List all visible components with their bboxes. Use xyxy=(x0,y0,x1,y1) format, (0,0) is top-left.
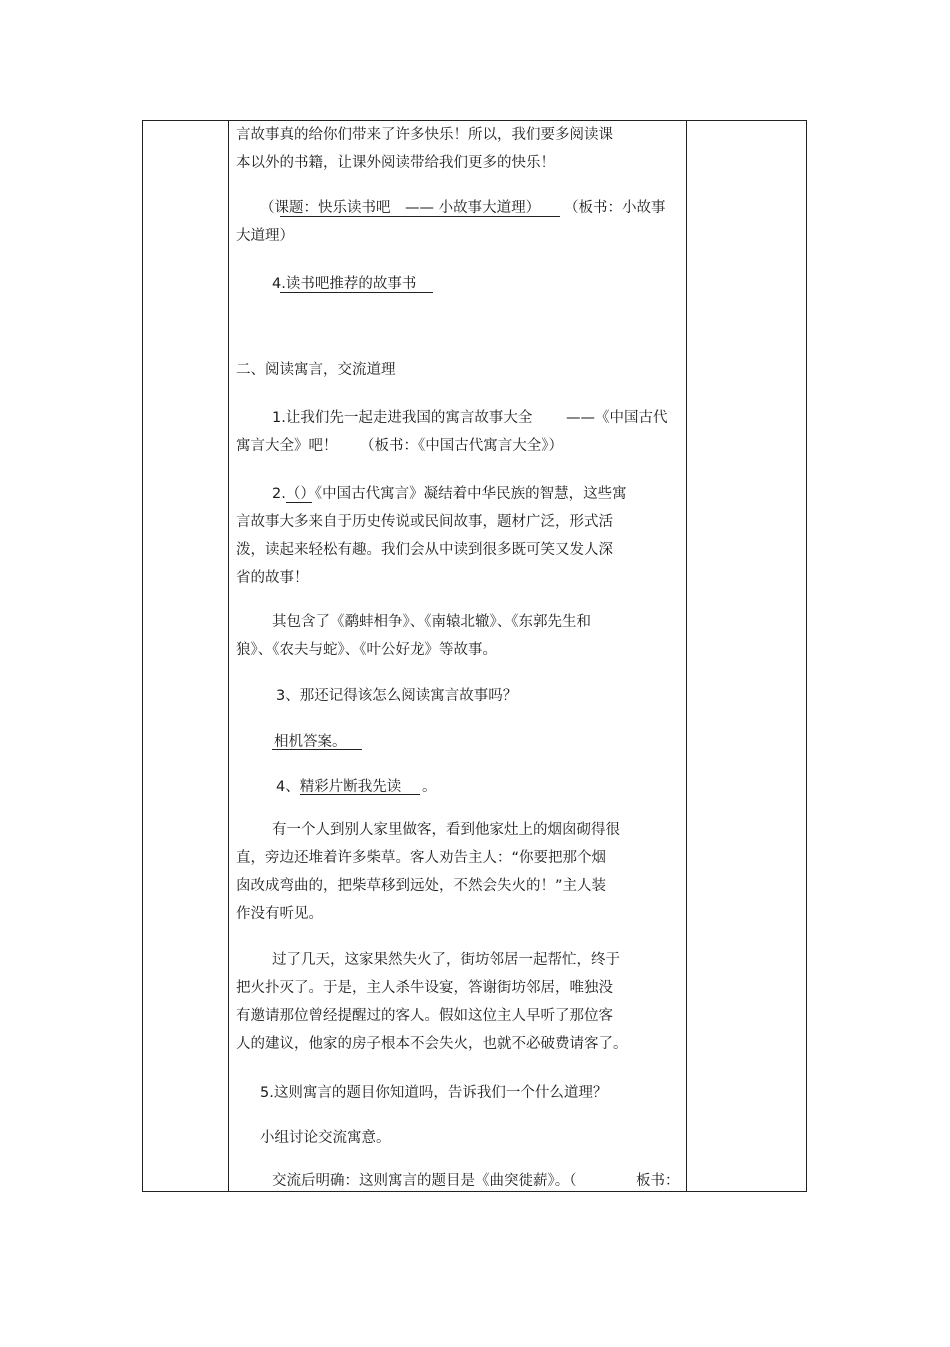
paragraph-line: 寓言大全》吧！ xyxy=(236,438,338,454)
story-line: 有邀请那位曾经提醒过的客人。假如这位主人早听了那位客 xyxy=(236,1008,613,1024)
question-line: 5.这则寓言的题目你知道吗，告诉我们一个什么道理？ xyxy=(260,1085,608,1101)
lesson-content-cell xyxy=(236,121,684,1191)
paragraph-line: 小组讨论交流寓意。 xyxy=(260,1130,391,1146)
paragraph-line: 大道理） xyxy=(236,228,294,244)
underline xyxy=(272,749,362,750)
story-line: 把火扑灭了。于是，主人杀牛设宴，答谢街坊邻居，唯独没 xyxy=(236,980,613,996)
paragraph-line: 2.（）《中国古代寓言》凝结着中华民族的智慧，这些寓 xyxy=(272,486,627,502)
paragraph-line: 泼，读起来轻松有趣。我们会从中读到很多既可笑又发人深 xyxy=(236,542,613,558)
story-line: 囱改成弯曲的，把柴草移到远处，不然会失火的！”主人装 xyxy=(236,878,607,894)
story-line: 过了几天，这家果然失火了，街坊邻居一起帮忙，终于 xyxy=(272,952,620,968)
answer-line: 相机答案。 xyxy=(274,734,347,750)
lesson-plan-table xyxy=(142,120,807,1192)
story-line: 人的建议，他家的房子根本不会失火，也就不必破费请客了。 xyxy=(236,1036,628,1052)
blackboard-note: （板书：《中国古代寓言大全》） xyxy=(360,438,563,454)
right-column-cell xyxy=(686,121,806,1191)
paragraph-line: 言故事大多来自于历史传说或民间故事，题材广泛，形式活 xyxy=(236,514,613,530)
blackboard-note: 板书： xyxy=(636,1173,680,1189)
paragraph-line: 狼》、《农夫与蛇》、《叶公好龙》等故事。 xyxy=(236,642,497,658)
underline xyxy=(286,502,312,503)
column-divider-left xyxy=(228,121,229,1191)
paragraph-line: ——《中国古代 xyxy=(566,410,668,426)
paragraph-line: 省的故事！ xyxy=(236,570,309,586)
paragraph-line: 本以外的书籍，让课外阅读带给我们更多的快乐！ xyxy=(236,155,555,171)
paragraph-line: 1.让我们先一起走进我国的寓言故事大全 xyxy=(272,410,533,426)
story-line: 直，旁边还堆着许多柴草。客人劝告主人：“你要把那个烟 xyxy=(236,850,607,866)
section-heading: 二、阅读寓言，交流道理 xyxy=(236,362,396,378)
underline xyxy=(280,292,433,293)
paragraph-line: 其包含了《鹬蚌相争》、《南辕北辙》、《东郭先生和 xyxy=(272,614,591,630)
story-line: 作没有听见。 xyxy=(236,906,323,922)
punctuation: 。 xyxy=(422,779,437,795)
left-column-cell xyxy=(143,121,229,1191)
paragraph-line: 3、那还记得该怎么阅读寓言故事吗？ xyxy=(276,688,518,704)
underline xyxy=(300,794,420,795)
underline xyxy=(280,216,560,217)
paragraph-line: 言故事真的给你们带来了许多快乐！所以，我们要多阅读课 xyxy=(236,127,613,143)
step-heading: 4、精彩片断我先读 xyxy=(276,779,402,795)
blackboard-note: （板书：小故事 xyxy=(564,200,666,216)
paragraph-line: 交流后明确：这则寓言的题目是《曲突徙薪》。（ xyxy=(272,1173,577,1189)
story-line: 有一个人到别人家里做客，看到他家灶上的烟囱砌得很 xyxy=(272,822,620,838)
lesson-title-line: （课题：快乐读书吧 —— 小故事大道理） xyxy=(260,200,541,216)
step-heading: 4.读书吧推荐的故事书 xyxy=(272,276,417,292)
